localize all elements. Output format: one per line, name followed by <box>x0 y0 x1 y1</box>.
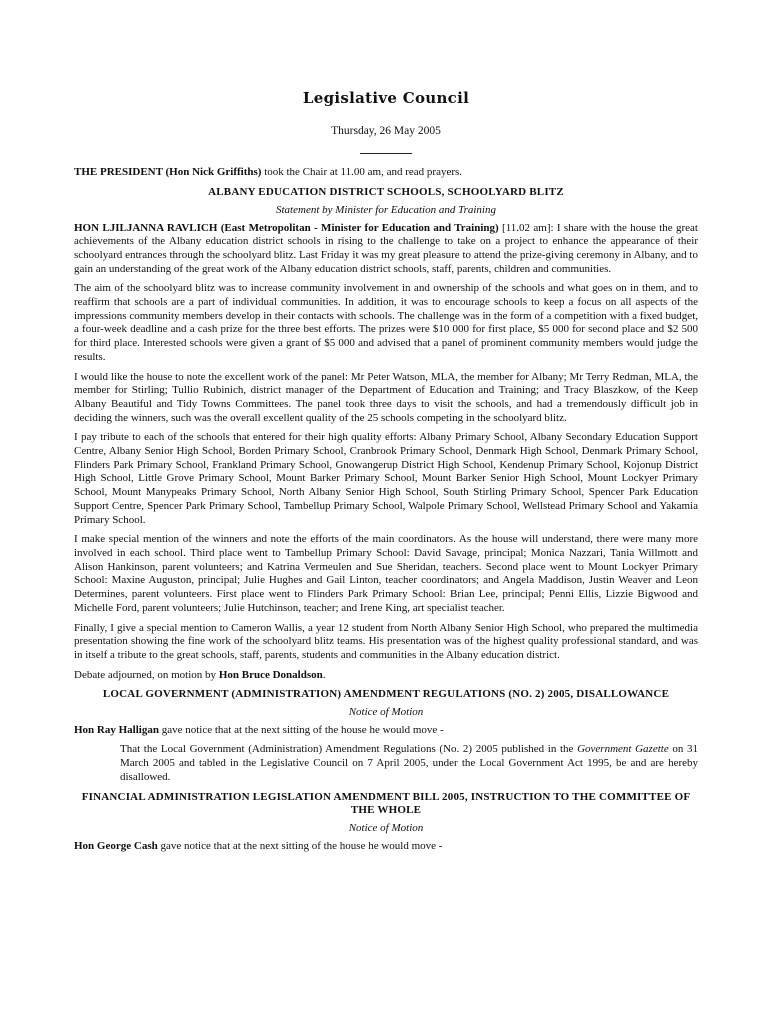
gazette-title: Government Gazette <box>577 743 669 756</box>
section1-paragraph-4: I pay tribute to each of the schools that entered for their high quality efforts: Albany Primary School, Albany Secondary Education Support Centre, Albany Senior High School, Borden Primary School, Cranbrook Primary School, Denmark High School, Denmark Primary School, Flinders Park Primary School, Frankland Primary School, Gnowangerup District High School, Kendenup Primary School, Kojonup District High School, Little Grove Primary School, Mount Barker Primary School, Mount Barker Senior High School, Mount Lockyer Primary School, Mount Manypeaks Primary School, North Albany Senior High School, South Stirling Primary School, Spencer Park Education Support Centre, Spencer Park Primary School, Tambellup Primary School, Walpole Primary School, Wellstead Primary School and Yakamia Primary School. <box>74 431 698 526</box>
motion-text-a: That the Local Government (Administration) Amendment Regulations (No. 2) 2005 published in the <box>120 743 578 756</box>
section2-subheading: Notice of Motion <box>348 706 424 719</box>
divider-rule <box>360 153 412 154</box>
section3-member: Hon George Cash <box>74 839 158 852</box>
opening-paragraph <box>74 166 698 180</box>
section1-subheading: Statement by Minister for Education and Training <box>276 203 496 216</box>
section1-paragraph-3: I would like the house to note the excellent work of the panel: Mr Peter Watson, MLA, the member for Albany; Mr Terry Redman, MLA, the member for Stirling; Tullio Rubinich, district manager of the Department of Education and Training; and Tracy Blaszkow, of the Keep Albany Beautiful and Tidy Towns Committees. The panel took three days to visit the schools, and had a tremendously difficult job in deciding the winners, such was the overall excellent quality of the 25 schools competing in the schoolyard blitz. <box>74 370 698 424</box>
section1-paragraph-6: Finally, I give a special mention to Cameron Wallis, a year 12 student from North Albany Senior High School, who prepared the multimedia presentation showing the fine work of the schoolyard blitz teams. His presentation was of the highest quality professional standard, and was in itself a tribute to the great schools, staff, parents, students and communities in the Albany education district. <box>74 621 698 661</box>
section2-notice-text: gave notice that at the next sitting of the house he would move - <box>158 723 444 736</box>
paragraph-text: [11.02 am]: I share with the house the great achievements of the Albany education district schools in rising to the challenge to take on a project to enhance the appearance of their schoolyard entrances through the schoolyard blitz. Last Friday it was my great pleasure to attend the prize-giving ceremony in Albany, and to gain an understanding of the great work of the Albany education district schools, staff, parents, children and communities. <box>74 221 698 275</box>
section2-member: Hon Ray Halligan <box>74 723 159 736</box>
section1-paragraph-2: The aim of the schoolyard blitz was to increase community involvement in and ownership of the schools and what goes on in them, and to reaffirm that schools are a part of individual communities. In addition, it was to encourage schools to keep a focus on all aspects of the impressions community members develop in their contacts with schools. The challenge was in the form of a competition with a fixed budget, a four-week deadline and a cash prize for the three best efforts. The prizes were $10 000 for first place, $5 000 for second place and $2 500 for third place. Interested schools were given a grant of $5 000 and advised that a panel of prominent community members would judge the results. <box>74 282 698 363</box>
opening-text: took the Chair at 11.00 am, and read prayers. <box>261 166 463 179</box>
chamber-title: Legislative Council <box>302 89 470 107</box>
section3-subheading: Notice of Motion <box>348 821 424 834</box>
section3-notice <box>74 840 698 854</box>
section3-notice-text: gave notice that at the next sitting of the house he would move - <box>157 839 443 852</box>
section3-heading: FINANCIAL ADMINISTRATION LEGISLATION AMENDMENT BILL 2005, INSTRUCTION TO THE COMMITTEE OF THE WHOLE <box>81 790 691 817</box>
debate-adjourned <box>74 669 698 683</box>
section2-motion-text <box>120 743 698 784</box>
page-content <box>74 89 698 859</box>
section2-heading: LOCAL GOVERNMENT (ADMINISTRATION) AMENDMENT REGULATIONS (NO. 2) 2005, DISALLOWANCE <box>102 688 670 701</box>
section1-paragraph-5: I make special mention of the winners and note the efforts of the main coordinators. As the house will understand, there were many more involved in each school. Third place went to Tambellup Primary School: David Savage, principal; Monica Nazzari, Tania Willmott and Alison Hankinson, parent volunteers; and Katrina Vermeulen and Sue Sheridan, teachers. Second place went to Mount Lockyer Primary School: Maxine Auguston, principal; Julie Hughes and Gail Linton, teacher coordinators; and Angela Maddison, Justin Weaver and Leon Determines, parent volunteers. First place went to Flinders Park Primary School: Brian Lee, principal; Penni Ellis, Lizzie Bigwood and Michelle Ford, parent volunteers; Julie Hutchinson, teacher; and Irene King, art specialist teacher. <box>74 533 698 614</box>
section2-notice <box>74 724 698 738</box>
president-name: THE PRESIDENT (Hon Nick Griffiths) <box>74 166 262 179</box>
minister-name: HON LJILJANNA RAVLICH (East Metropolitan - Minister for Education and Training) <box>74 221 499 234</box>
adjourned-text: Debate adjourned, on motion by <box>74 668 219 681</box>
adjourned-end: . <box>322 668 326 681</box>
adjourned-member: Hon Bruce Donaldson <box>218 668 323 681</box>
motion-text-b: on 31 March 2005 and tabled in the Legislative Council on 7 April 2005, under the Local Government Act 1995, be and are hereby disallowed. <box>120 743 698 783</box>
section1-paragraph-1 <box>74 222 698 277</box>
sitting-date: Thursday, 26 May 2005 <box>331 124 441 137</box>
section1-heading: ALBANY EDUCATION DISTRICT SCHOOLS, SCHOOLYARD BLITZ <box>208 186 564 199</box>
